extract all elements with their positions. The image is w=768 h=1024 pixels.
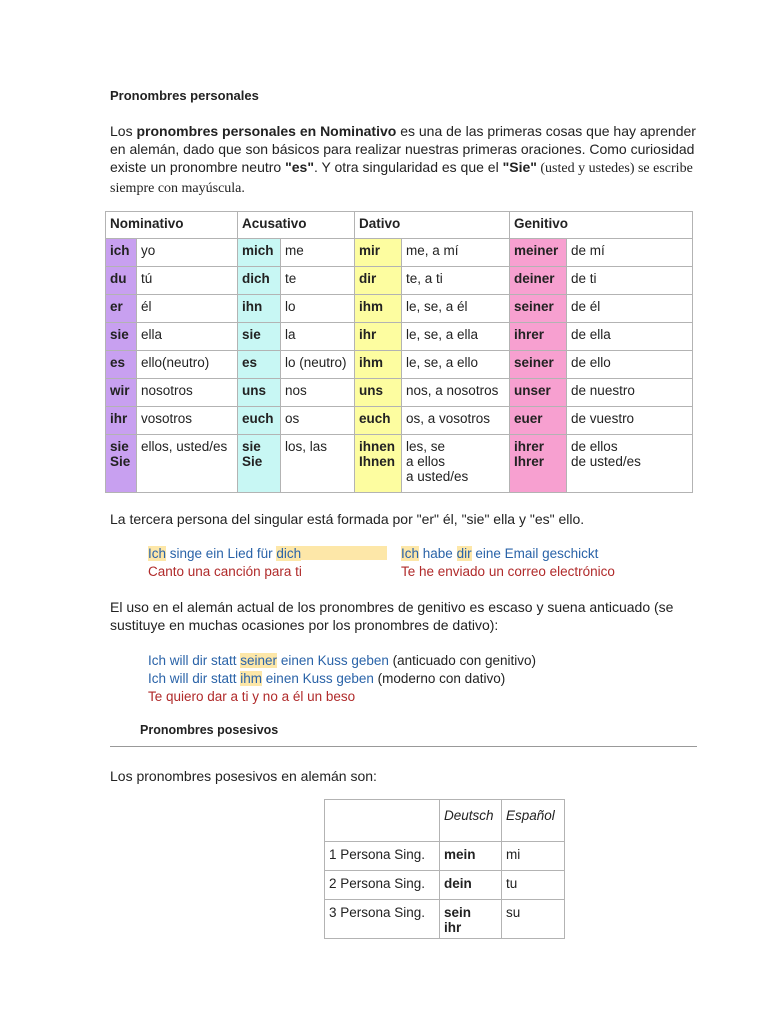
german-possessive [440,842,502,871]
spanish-translation: le, se, a ella [402,323,510,351]
spanish-line: Te he enviado un correo electrónico [401,564,615,579]
spanish-translation: lo (neutro) [281,351,355,379]
personal-pronoun-table [105,211,693,493]
table-row [325,842,565,871]
table-row [106,407,693,435]
spanish-translation: de mí [567,239,693,267]
german-pronoun: seiner [510,295,567,323]
section-heading-posesivos: Pronombres posesivos [140,723,279,737]
german-pronoun: unser [510,379,567,407]
german-pronoun: seiner [510,351,567,379]
german-pronoun: wir [106,379,137,407]
spanish-possessive: mi [502,842,565,871]
german-line-dative: Ich will dir statt ihm einen Kuss geben (moderno con dativo) [148,671,506,686]
spanish-translation: me, a mí [402,239,510,267]
german-pronoun: dich [238,267,281,295]
person-label: 1 Persona Sing. [325,842,440,871]
spanish-translation: os, a vosotros [402,407,510,435]
german-pronoun: mich [238,239,281,267]
german-pronoun: euer [510,407,567,435]
german-pronoun: euch [355,407,402,435]
header-nominativo: Nominativo [106,212,238,239]
german-line: Ich singe ein Lied für dich [148,545,398,563]
german-pronoun: mir [355,239,402,267]
genitive-note: El uso en el alemán actual de los pronombres de genitivo es escaso y suena anticuado (se sustituye en muchas ocasiones por los pronombres de dativo): [110,599,674,633]
spanish-translation: yo [137,239,238,267]
table-header-row [106,212,693,239]
german-pronoun [510,435,567,493]
possessive-pronoun-table [324,799,565,939]
header-empty [325,800,440,842]
spanish-translation: le, se, a ello [402,351,510,379]
person-label: 2 Persona Sing. [325,871,440,900]
spanish-translation: nos, a nosotros [402,379,510,407]
german-pronoun: uns [238,379,281,407]
german-pronoun: ihm [355,351,402,379]
table-row [106,435,693,493]
person-label: 3 Persona Sing. [325,900,440,939]
header-deutsch: Deutsch [440,800,502,842]
spanish-translation [402,435,510,493]
german-pronoun: ihrer [510,323,567,351]
table-row [325,900,565,939]
german-pronoun: ihm [355,295,402,323]
cell-line: sein [444,905,472,920]
german-pronoun: meiner [510,239,567,267]
spanish-translation: de ello [567,351,693,379]
spanish-translation: de vuestro [567,407,693,435]
page-title: Pronombres personales [110,88,259,103]
table-header-row [325,800,565,842]
german-line: Ich habe dir eine Email geschickt [401,546,599,561]
spanish-translation: de él [567,295,693,323]
cell-line: de ellos [571,439,618,454]
german-pronoun: ihn [238,295,281,323]
german-pronoun: deiner [510,267,567,295]
table-row [106,323,693,351]
cell-line: ihnen [359,439,396,454]
spanish-translation: te [281,267,355,295]
third-person-note: La tercera persona del singular está formada por "er" él, "sie" ella y "es" ello. [110,511,585,527]
german-pronoun: euch [238,407,281,435]
cell-line: dein [444,876,472,891]
header-acusativo: Acusativo [238,212,355,239]
german-pronoun [238,435,281,493]
cell-line: Ihnen [359,454,396,469]
german-pronoun: dir [355,267,402,295]
spanish-translation: le, se, a él [402,295,510,323]
spanish-translation [567,435,693,493]
spanish-translation: la [281,323,355,351]
spanish-translation: lo [281,295,355,323]
spanish-translation: los, las [281,435,355,493]
spanish-translation: nos [281,379,355,407]
cell-line: a ellos [406,454,446,469]
german-pronoun: er [106,295,137,323]
german-pronoun: sie [238,323,281,351]
german-pronoun [355,435,402,493]
spanish-translation: te, a ti [402,267,510,295]
spanish-translation: ellos, usted/es [137,435,238,493]
cell-line: sie [242,439,261,454]
german-pronoun: es [238,351,281,379]
german-pronoun: ihr [106,407,137,435]
cell-line: ihr [444,920,462,935]
spanish-translation: ello(neutro) [137,351,238,379]
german-possessive [440,900,502,939]
example-sentence-3 [148,652,698,706]
spanish-possessive: su [502,900,565,939]
table-row [325,871,565,900]
table-row [106,295,693,323]
cell-line: Ihrer [514,454,545,469]
german-pronoun: ihr [355,323,402,351]
spanish-translation: me [281,239,355,267]
spanish-translation: de ti [567,267,693,295]
divider [110,746,697,747]
german-pronoun: du [106,267,137,295]
header-espanol: Español [502,800,565,842]
spanish-translation: vosotros [137,407,238,435]
table-row [106,379,693,407]
spanish-possessive: tu [502,871,565,900]
possessive-intro: Los pronombres posesivos en alemán son: [110,768,377,784]
cell-line: mein [444,847,476,862]
spanish-line: Te quiero dar a ti y no a él un beso [148,689,356,704]
header-dativo: Dativo [355,212,510,239]
spanish-translation: ella [137,323,238,351]
german-pronoun [106,435,137,493]
intro-paragraph: Los pronombres personales en Nominativo es una de las primeras cosas que hay aprender en alemán, dado que son básicos para realizar nuestras primeras oraciones. Como curiosidad existe un pronombre neutro "es". Y otra singularidad es que el "Sie" (usted y ustedes) se escribe siempre con mayúscula. [110,123,696,196]
spanish-line: Canto una canción para ti [148,564,302,579]
german-pronoun: ich [106,239,137,267]
german-pronoun: uns [355,379,402,407]
spanish-translation: nosotros [137,379,238,407]
german-possessive [440,871,502,900]
header-genitivo: Genitivo [510,212,693,239]
cell-line: sie [110,439,129,454]
cell-line: de usted/es [571,454,641,469]
table-row [106,239,693,267]
example-sentence-2 [401,545,701,581]
german-pronoun: sie [106,323,137,351]
german-line-genitive: Ich will dir statt seiner einen Kuss geben (anticuado con genitivo) [148,653,536,668]
spanish-translation: él [137,295,238,323]
example-sentence-1 [148,545,398,581]
cell-line: Sie [242,454,263,469]
cell-line: a usted/es [406,469,469,484]
cell-line: Sie [110,454,131,469]
cell-line: les, se [406,439,446,454]
spanish-translation: os [281,407,355,435]
table-row [106,351,693,379]
german-pronoun: es [106,351,137,379]
cell-line: ihrer [514,439,545,454]
spanish-translation: de ella [567,323,693,351]
table-row [106,267,693,295]
spanish-translation: de nuestro [567,379,693,407]
spanish-translation: tú [137,267,238,295]
